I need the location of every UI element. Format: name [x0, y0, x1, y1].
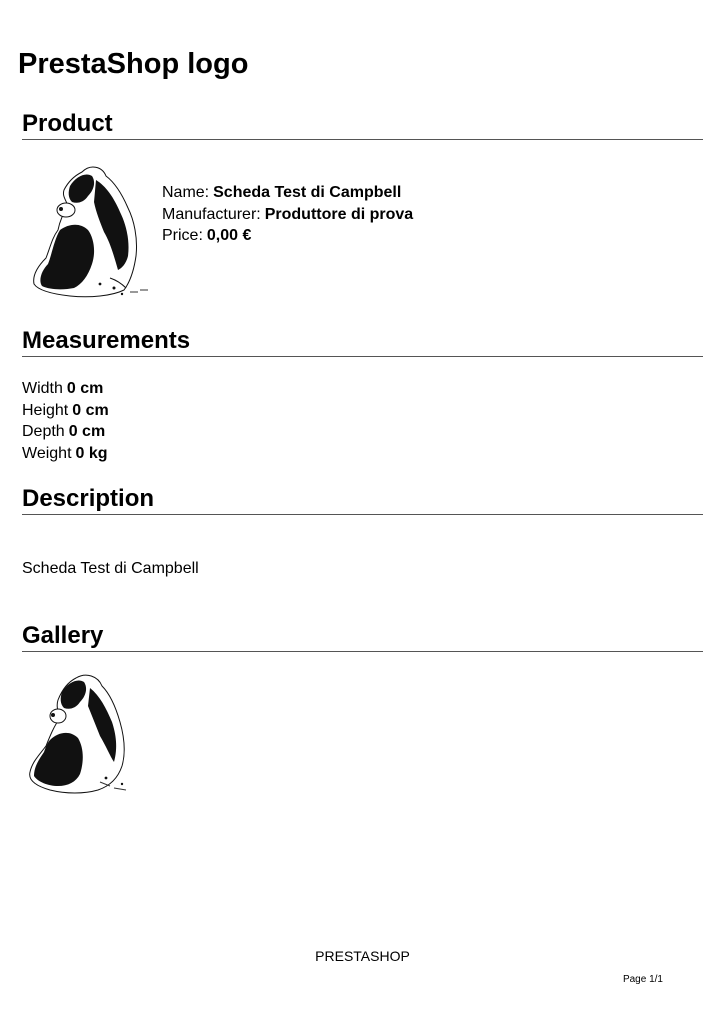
measurement-depth-label: Depth	[22, 423, 65, 440]
measurement-height-value: 0 cm	[72, 401, 109, 419]
measurement-weight-value: 0 kg	[75, 444, 108, 462]
page-number: Page 1/1	[622, 974, 663, 985]
product-info	[162, 182, 413, 247]
product-image	[30, 160, 154, 302]
measurement-width-row	[22, 378, 109, 400]
dog-photo-icon	[30, 160, 154, 302]
measurement-height-row	[22, 400, 109, 422]
product-name-label: Name:	[162, 184, 210, 201]
measurement-depth-value: 0 cm	[68, 423, 106, 440]
product-manufacturer-label: Manufacturer:	[162, 205, 261, 223]
product-manufacturer-value: Produttore di prova	[264, 205, 414, 223]
measurement-width-label: Width	[22, 380, 63, 397]
measurement-weight-row	[22, 443, 109, 465]
measurement-height-label: Height	[22, 401, 69, 419]
measurement-width-value: 0 cm	[66, 380, 104, 397]
section-heading-measurements: Measurements	[22, 326, 703, 357]
footer-shop-name: PRESTASHOP	[315, 948, 410, 964]
description-text: Scheda Test di Campbell	[22, 560, 199, 577]
product-name-value: Scheda Test di Campbell	[213, 184, 402, 201]
gallery-image	[26, 670, 138, 798]
product-name-row	[162, 182, 413, 204]
measurement-depth-row	[22, 421, 109, 443]
measurements-list	[22, 378, 109, 464]
product-price-row	[162, 225, 413, 247]
section-heading-product: Product	[22, 109, 703, 140]
product-price-value: 0,00 €	[206, 227, 252, 244]
dog-photo-icon	[26, 670, 138, 798]
section-heading-gallery: Gallery	[22, 621, 703, 652]
product-price-label: Price:	[162, 227, 203, 244]
logo-title: PrestaShop logo	[18, 48, 249, 80]
section-heading-description: Description	[22, 484, 703, 515]
measurement-weight-label: Weight	[22, 444, 72, 462]
product-manufacturer-row	[162, 204, 413, 226]
